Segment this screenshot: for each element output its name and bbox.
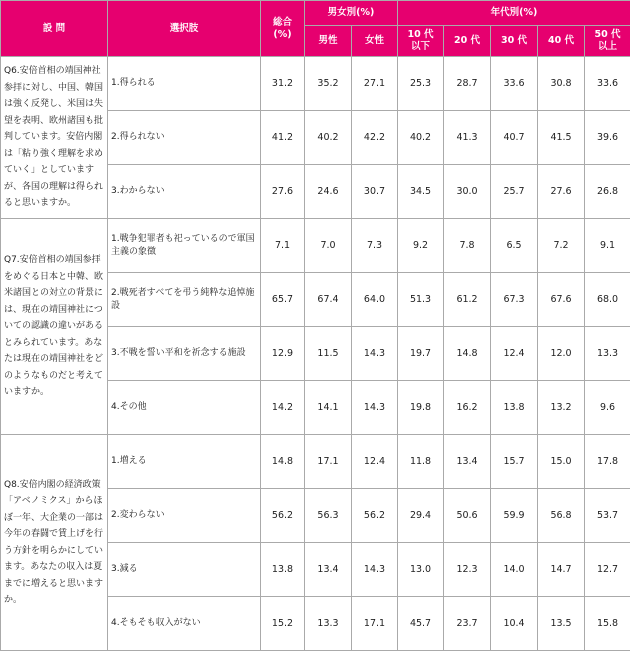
percentage-cell: 64.0 (352, 273, 398, 327)
choice-label: 4.そもそも収入がない (108, 597, 261, 651)
percentage-cell: 40.7 (491, 111, 538, 165)
percentage-cell: 35.2 (305, 57, 352, 111)
question-text: Q8.安倍内閣の経済政策「アベノミクス」からほぼ一年、大企業の一部は今年の春闘で賃上げを行う方針を明らかにしています。あなたの収入は夏までに増えると思いますか。 (1, 435, 108, 651)
percentage-cell: 41.5 (538, 111, 585, 165)
percentage-cell: 42.2 (352, 111, 398, 165)
header-question: 設 問 (1, 1, 108, 57)
percentage-cell: 40.2 (398, 111, 444, 165)
percentage-cell: 31.2 (261, 57, 305, 111)
choice-label: 3.減る (108, 543, 261, 597)
percentage-cell: 67.4 (305, 273, 352, 327)
percentage-cell: 30.0 (444, 165, 491, 219)
header-age-line: 50 代 (594, 29, 621, 40)
percentage-cell: 7.3 (352, 219, 398, 273)
header-age-20s (444, 26, 491, 57)
percentage-cell: 14.7 (538, 543, 585, 597)
percentage-cell: 30.7 (352, 165, 398, 219)
percentage-cell: 51.3 (398, 273, 444, 327)
choice-label: 3.不戦を誓い平和を祈念する施設 (108, 327, 261, 381)
header-choice: 選択肢 (108, 1, 261, 57)
percentage-cell: 33.6 (585, 57, 630, 111)
percentage-cell: 61.2 (444, 273, 491, 327)
percentage-cell: 15.7 (491, 435, 538, 489)
choice-label: 1.戦争犯罪者も祀っているので軍国主義の象徴 (108, 219, 261, 273)
percentage-cell: 41.3 (444, 111, 491, 165)
table-row (1, 435, 630, 489)
percentage-cell: 17.1 (305, 435, 352, 489)
header-age-line: 10 代 (407, 29, 434, 40)
percentage-cell: 29.4 (398, 489, 444, 543)
percentage-cell: 6.5 (491, 219, 538, 273)
percentage-cell: 19.7 (398, 327, 444, 381)
percentage-cell: 27.6 (261, 165, 305, 219)
choice-label: 2.得られない (108, 111, 261, 165)
percentage-cell: 7.2 (538, 219, 585, 273)
percentage-cell: 14.1 (305, 381, 352, 435)
percentage-cell: 13.4 (444, 435, 491, 489)
percentage-cell: 14.8 (261, 435, 305, 489)
percentage-cell: 67.6 (538, 273, 585, 327)
percentage-cell: 41.2 (261, 111, 305, 165)
header-age-line: 30 代 (501, 35, 528, 46)
percentage-cell: 14.3 (352, 327, 398, 381)
percentage-cell: 13.3 (585, 327, 630, 381)
percentage-cell: 9.1 (585, 219, 630, 273)
percentage-cell: 17.8 (585, 435, 630, 489)
percentage-cell: 12.4 (491, 327, 538, 381)
percentage-cell: 45.7 (398, 597, 444, 651)
percentage-cell: 7.1 (261, 219, 305, 273)
percentage-cell: 13.0 (398, 543, 444, 597)
percentage-cell: 17.1 (352, 597, 398, 651)
percentage-cell: 68.0 (585, 273, 630, 327)
header-total (261, 1, 305, 57)
percentage-cell: 14.2 (261, 381, 305, 435)
percentage-cell: 12.9 (261, 327, 305, 381)
percentage-cell: 24.6 (305, 165, 352, 219)
header-age-group: 年代別(%) (398, 1, 630, 26)
percentage-cell: 12.4 (352, 435, 398, 489)
header-age-line: 40 代 (548, 35, 575, 46)
percentage-cell: 13.5 (538, 597, 585, 651)
percentage-cell: 14.8 (444, 327, 491, 381)
table-row (1, 57, 630, 111)
percentage-cell: 56.8 (538, 489, 585, 543)
header-age-50s (585, 26, 630, 57)
percentage-cell: 11.5 (305, 327, 352, 381)
percentage-cell: 25.7 (491, 165, 538, 219)
header-age-10s (398, 26, 444, 57)
percentage-cell: 13.3 (305, 597, 352, 651)
percentage-cell: 9.6 (585, 381, 630, 435)
percentage-cell: 67.3 (491, 273, 538, 327)
percentage-cell: 14.3 (352, 543, 398, 597)
percentage-cell: 16.2 (444, 381, 491, 435)
percentage-cell: 12.0 (538, 327, 585, 381)
header-gender-group: 男女別(%) (305, 1, 398, 26)
percentage-cell: 14.0 (491, 543, 538, 597)
header-age-line: 以下 (411, 41, 431, 52)
header-total-unit: (%) (273, 28, 292, 40)
percentage-cell: 25.3 (398, 57, 444, 111)
header-female: 女性 (352, 26, 398, 57)
choice-label: 1.得られる (108, 57, 261, 111)
percentage-cell: 13.8 (491, 381, 538, 435)
header-age-line: 20 代 (454, 35, 481, 46)
choice-label: 2.戦死者すべてを弔う純粋な追悼施設 (108, 273, 261, 327)
percentage-cell: 56.3 (305, 489, 352, 543)
percentage-cell: 7.0 (305, 219, 352, 273)
percentage-cell: 15.8 (585, 597, 630, 651)
table-row (1, 219, 630, 273)
percentage-cell: 65.7 (261, 273, 305, 327)
percentage-cell: 33.6 (491, 57, 538, 111)
percentage-cell: 9.2 (398, 219, 444, 273)
percentage-cell: 15.2 (261, 597, 305, 651)
header-age-40s (538, 26, 585, 57)
percentage-cell: 27.6 (538, 165, 585, 219)
percentage-cell: 53.7 (585, 489, 630, 543)
percentage-cell: 56.2 (261, 489, 305, 543)
percentage-cell: 39.6 (585, 111, 630, 165)
percentage-cell: 13.8 (261, 543, 305, 597)
percentage-cell: 7.8 (444, 219, 491, 273)
percentage-cell: 40.2 (305, 111, 352, 165)
header-age-line: 以上 (598, 41, 618, 52)
choice-label: 1.増える (108, 435, 261, 489)
percentage-cell: 15.0 (538, 435, 585, 489)
percentage-cell: 12.7 (585, 543, 630, 597)
percentage-cell: 11.8 (398, 435, 444, 489)
percentage-cell: 28.7 (444, 57, 491, 111)
header-male: 男性 (305, 26, 352, 57)
question-text: Q6.安倍首相の靖国神社参拝に対し、中国、韓国は強く反発し、米国は失望を表明、欧州諸国も批判しています。安倍内閣は「粘り強く理解を求めていく」としていますが、各国の理解は得られると思いますか。 (1, 57, 108, 219)
header-total-label: 総合 (272, 16, 292, 28)
question-text: Q7.安倍首相の靖国参拝をめぐる日本と中韓、欧米諸国との対立の背景には、現在の靖国神社についての認識の違いがあるとみられています。あなたは現在の靖国神社をどのようなものだと考えていますか。 (1, 219, 108, 435)
choice-label: 4.その他 (108, 381, 261, 435)
header-age-30s (491, 26, 538, 57)
percentage-cell: 34.5 (398, 165, 444, 219)
percentage-cell: 26.8 (585, 165, 630, 219)
percentage-cell: 56.2 (352, 489, 398, 543)
percentage-cell: 30.8 (538, 57, 585, 111)
percentage-cell: 13.4 (305, 543, 352, 597)
choice-label: 3.わからない (108, 165, 261, 219)
percentage-cell: 50.6 (444, 489, 491, 543)
percentage-cell: 23.7 (444, 597, 491, 651)
percentage-cell: 27.1 (352, 57, 398, 111)
percentage-cell: 59.9 (491, 489, 538, 543)
survey-body (1, 57, 630, 651)
percentage-cell: 10.4 (491, 597, 538, 651)
percentage-cell: 14.3 (352, 381, 398, 435)
percentage-cell: 19.8 (398, 381, 444, 435)
choice-label: 2.変わらない (108, 489, 261, 543)
percentage-cell: 13.2 (538, 381, 585, 435)
percentage-cell: 12.3 (444, 543, 491, 597)
